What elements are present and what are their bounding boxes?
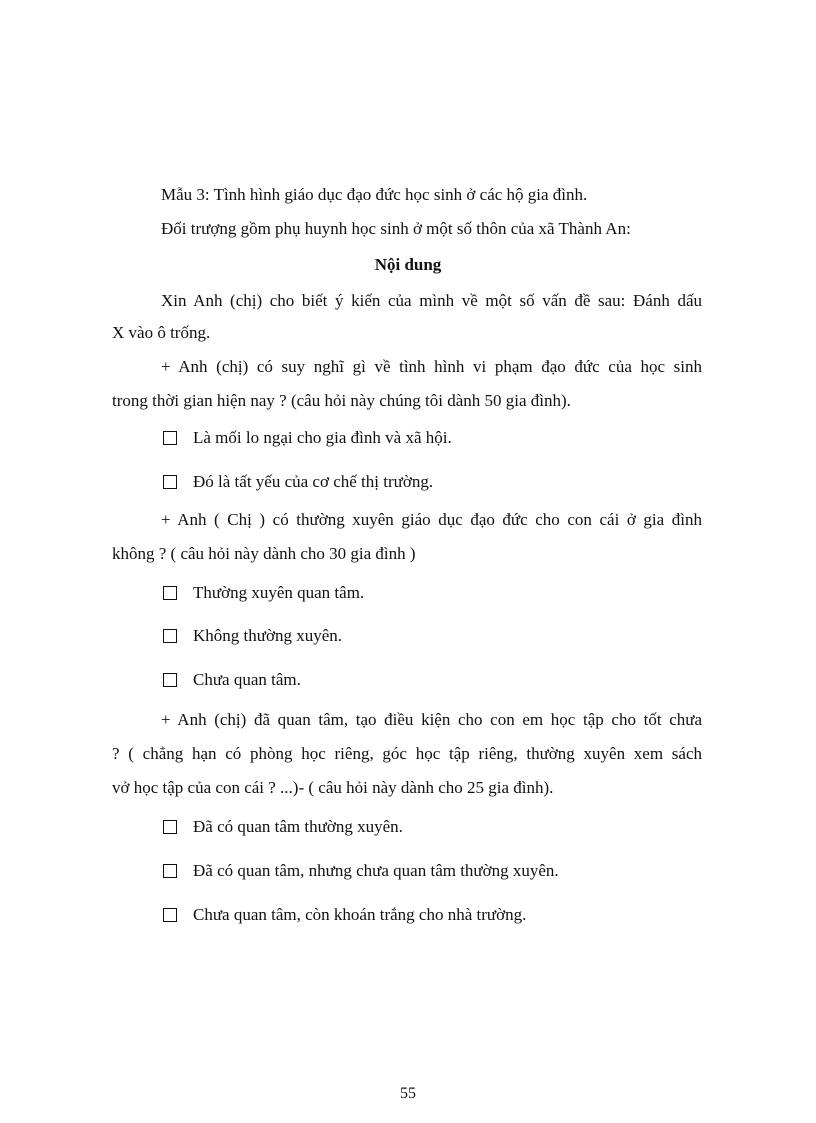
question-1-line-1: + Anh (chị) có suy nghĩ gì về tình hình vi phạm đạo đức của học sinh — [161, 357, 702, 376]
option-q2-1[interactable] — [163, 582, 364, 604]
checkbox-icon[interactable] — [163, 475, 177, 489]
option-q1-1[interactable] — [163, 427, 452, 449]
checkbox-icon[interactable] — [163, 431, 177, 445]
option-label: Là mối lo ngại cho gia đình và xã hội. — [193, 428, 452, 447]
subjects-line: Đối trượng gồm phụ huynh học sinh ở một số thôn của xã Thành An: — [161, 219, 631, 238]
intro-line-1: Xin Anh (chị) cho biết ý kiến của mình về một số vấn đề sau: Đánh dấu — [161, 291, 702, 310]
option-label: Thường xuyên quan tâm. — [193, 583, 365, 602]
option-q3-2[interactable] — [163, 860, 559, 882]
option-label: Đó là tất yếu của cơ chế thị trường. — [193, 472, 434, 491]
question-2-line-2: không ? ( câu hỏi này dành cho 30 gia đình ) — [112, 544, 416, 563]
option-q3-3[interactable] — [163, 904, 526, 926]
section-title: Nội dung — [374, 255, 442, 274]
question-3-line-3: vở học tập của con cái ? ...)- ( câu hỏi này dành cho 25 gia đình). — [112, 778, 554, 797]
option-q3-1[interactable] — [163, 816, 403, 838]
option-label: Chưa quan tâm, còn khoán trắng cho nhà trường. — [193, 905, 527, 924]
option-label: Chưa quan tâm. — [193, 670, 301, 689]
option-q1-2[interactable] — [163, 471, 433, 493]
intro-line-2: X vào ô trống. — [112, 323, 211, 342]
option-q2-2[interactable] — [163, 625, 342, 647]
option-label: Không thường xuyên. — [193, 626, 342, 645]
question-3-line-1: + Anh (chị) đã quan tâm, tạo điều kiện cho con em học tập cho tốt chưa — [161, 710, 702, 729]
checkbox-icon[interactable] — [163, 673, 177, 687]
page-number: 55 — [400, 1085, 416, 1102]
checkbox-icon[interactable] — [163, 629, 177, 643]
checkbox-icon[interactable] — [163, 586, 177, 600]
question-2-line-1: + Anh ( Chị ) có thường xuyên giáo dục đạo đức cho con cái ở gia đình — [161, 510, 702, 529]
checkbox-icon[interactable] — [163, 908, 177, 922]
option-label: Đã có quan tâm thường xuyên. — [193, 817, 403, 836]
question-3-line-2: ? ( chẳng hạn có phòng học riêng, góc học tập riêng, thường xuyên xem sách — [112, 744, 702, 763]
sample-title: Mẫu 3: Tình hình giáo dục đạo đức học sinh ở các hộ gia đình. — [161, 185, 588, 204]
option-q2-3[interactable] — [163, 669, 301, 691]
question-1-line-2: trong thời gian hiện nay ? (câu hỏi này chúng tôi dành 50 gia đình). — [112, 391, 571, 410]
option-label: Đã có quan tâm, nhưng chưa quan tâm thường xuyên. — [193, 861, 559, 880]
checkbox-icon[interactable] — [163, 864, 177, 878]
checkbox-icon[interactable] — [163, 820, 177, 834]
